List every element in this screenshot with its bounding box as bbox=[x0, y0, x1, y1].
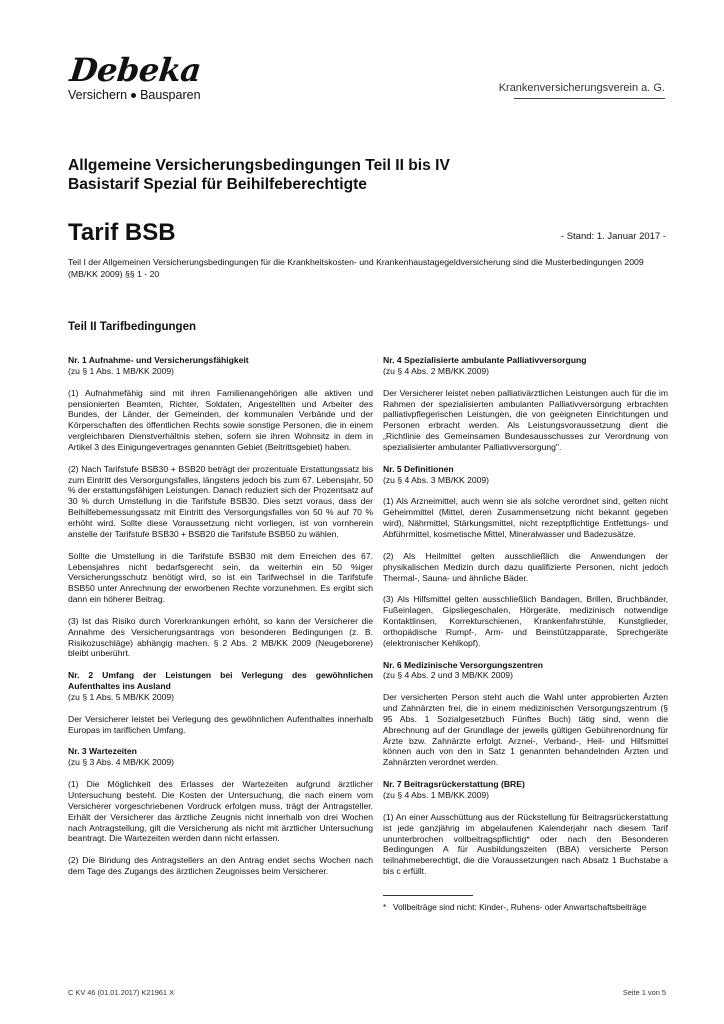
paragraph: (3) Ist das Risiko durch Vorerkrankungen erhöht, so kann der Versicherer die Annahme des Versicherungsantrags von besonderen Bedingungen (z. B. Risikozuschläge) abhängig machen. § 2 Abs. 2 MB/KK 2009 (Neugeborene) bleibt unberührt. bbox=[68, 615, 373, 659]
tarif-heading: Tarif BSB bbox=[68, 219, 176, 246]
document-code: C KV 46 (01.01.2017) K21961 X bbox=[68, 988, 175, 997]
paragraph: Der versicherten Person steht auch die Wahl unter approbierten Ärzten und Zahnärzten frei, die in einem medizinischen Versorgungszentrum (§ 95 Abs. 1 Sozialgesetzbuch Fünftes Buch) tätig sind, wenn die Abrechnung auf der Grundlage der jeweils gültigen Gebührenordnung für Ärzte bzw. Zahnärzte erfolgt. Arznei-, Verband-, Heil- und Hilfsmittel können auch von den in Satz 1 genannten behandelnden Ärzten und Zahnärzten verordnet werden. bbox=[383, 692, 668, 768]
section-reference: (zu § 4 Abs. 2 MB/KK 2009) bbox=[383, 365, 490, 376]
section-heading: Nr. 3 Wartezeiten bbox=[68, 746, 137, 757]
left-column bbox=[68, 355, 373, 888]
bullet-dot-icon bbox=[131, 93, 136, 98]
paragraph: Der Versicherer leistet bei Verlegung des gewöhnlichen Aufenthaltes innerhalb Europas im tariflichen Umfang. bbox=[68, 713, 373, 735]
header-divider bbox=[514, 98, 665, 99]
paragraph: (2) Nach Tarifstufe BSB30 + BSB20 beträgt der prozentuale Erstattungssatz bis zum Eintritt des Versorgungsfalles, längstens jedoch bis zum 67. Lebensjahr, 50 % der erstattungsfähigen Leistungen. Danach reduziert sich der Prozentsatz auf 30 % durch Umstellung in die Tarifstufe BSB30. Dies setzt voraus, dass der Beihilfebemessungssatz mit Eintritt des Versorgungsfalles von 50 % auf 70 % erhöht wird. Sollte diese Voraussetzung nicht vorliegen, ist von vornherein anstelle der Tarifstufe BSB30 + BSB20 die Tarifstufe BSB50 zu wählen. bbox=[68, 463, 373, 539]
section-reference: (zu § 4 Abs. 3 MB/KK 2009) bbox=[383, 474, 490, 485]
right-column bbox=[383, 355, 668, 912]
paragraph: Der Versicherer leistet neben palliativärztlichen Leistungen auch für die im Rahmen der spezialisierten ambulanten Palliativversorgung erbrachten palliativpflegerischen Leistungen, die von geeigneten Einrichtungen und Personen erbracht werden. Als Leistungsvoraussetzung dient die „Richtlinie des Gemeinsamen Bundesausschusses zur Verordnung von spezialisierter ambulanter Palliativversorgung". bbox=[383, 387, 668, 452]
section-heading: Nr. 1 Aufnahme- und Versicherungsfähigkeit bbox=[68, 355, 249, 365]
footnote bbox=[383, 902, 668, 913]
paragraph: (1) Die Möglichkeit des Erlasses der Wartezeiten aufgrund ärztlicher Untersuchung besteht. Die Kosten der Untersuchung, die nach einem vom Versicherer vorgeschriebenen Vordruck erfolgen muss, trägt der Antragsteller. Erhält der Versicherer das ärztliche Zeugnis nicht innerhalb von drei Wochen nach Antragstellung, gilt die Versicherung als nicht mit ärztlicher Untersuchung beantragt. Die Wartezeiten werden dann nicht erlassen. bbox=[68, 779, 373, 844]
logo-wordmark: Debeka bbox=[68, 51, 203, 89]
paragraph: Sollte die Umstellung in die Tarifstufe BSB30 mit dem Erreichen des 67. Lebensjahres nicht bedarfsgerecht sein, da weiterhin ein 50 %iger Versicherungsschutz benötigt wird, so ist ein Tarifwechsel in die Tarifstufe BSB50 unter Anrechnung der erworbenen Rechte vorzunehmen. Es ergibt sich dann ein höherer Beitrag. bbox=[68, 550, 373, 605]
footnote-text: Vollbeiträge sind nicht: Kinder-, Ruhens- oder Anwartschaftsbeiträge bbox=[393, 901, 647, 912]
logo-tagline-bausparen: Bausparen bbox=[140, 88, 201, 102]
section-reference: (zu § 4 Abs. 2 und 3 MB/KK 2009) bbox=[383, 670, 513, 681]
document-title bbox=[68, 156, 450, 194]
section-heading: Nr. 7 Beitragsrückerstattung (BRE) bbox=[383, 779, 525, 790]
logo-tagline bbox=[68, 88, 201, 102]
paragraph: (2) Als Heilmittel gelten ausschließlich die Anwendungen der physikalischen Medizin durch dazu qualifizierte Personen, nicht jedoch Thermal-, Sauna- und ähnliche Bäder. bbox=[383, 550, 668, 583]
footnote-mark: * bbox=[383, 901, 387, 912]
paragraph: (1) An einer Ausschüttung aus der Rückstellung für Beitragsrückerstattung ist jede ganzjährig im abgelaufenen Kalenderjahr nach diesem Tarif ununterbrochen vollbeitragspflichtig* oder nach den Besonderen Bedingungen A für Ausbildungszeiten (BBA) versicherte Person teilnahmeberechtigt, die die Voraussetzungen nach Absatz 1 Buchstabe a bis c erfüllt. bbox=[383, 811, 668, 877]
logo-tagline-versichern: Versichern bbox=[68, 88, 128, 102]
section-heading: Nr. 5 Definitionen bbox=[383, 463, 454, 474]
paragraph: (1) Als Arzneimittel, auch wenn sie als solche verordnet sind, gelten nicht Geheimmittel (Mittel, deren Zusammensetzung nicht bekannt gegeben wird), Nährmittel, Stärkungsmittel, nicht rezeptpflichtige Entfettungs- und Abführmittel, kosmetische Mittel, Mineralwasser und Badezusätze. bbox=[383, 496, 668, 539]
stand-date: - Stand: 1. Januar 2017 - bbox=[560, 231, 666, 242]
title-line-1: Allgemeine Versicherungsbedingungen Teil II bis IV bbox=[68, 157, 450, 174]
section-reference: (zu § 1 Abs. 1 MB/KK 2009) bbox=[68, 365, 175, 376]
section-heading: Nr. 2 Umfang der Leistungen bei Verlegung des gewöhnlichen Aufenthaltes ins Ausland bbox=[68, 670, 373, 692]
section-heading: Nr. 4 Spezialisierte ambulante Palliativversorgung bbox=[383, 355, 587, 365]
page-number: Seite 1 von 5 bbox=[622, 988, 666, 997]
section-reference: (zu § 4 Abs. 1 MB/KK 2009) bbox=[383, 790, 490, 800]
company-name: Krankenversicherungsverein a. G. bbox=[498, 82, 665, 94]
debeka-logo bbox=[68, 51, 203, 102]
section-reference: (zu § 1 Abs. 5 MB/KK 2009) bbox=[68, 691, 175, 702]
teil-heading: Teil II Tarifbedingungen bbox=[68, 321, 196, 333]
title-line-2: Basistarif Spezial für Beihilfeberechtigte bbox=[68, 176, 367, 193]
paragraph: (3) Als Hilfsmittel gelten ausschließlich Bandagen, Brillen, Bruchbänder, Fußeinlagen, Gipsliegeschalen, Hörgeräte, medizinisch notwendige Kontaktlinsen, Korrekturschienen, Krankenfahrstühle, Kunstglieder, orthopädische Rumpf-, Arm- und Beinstützapparate, Sprechgeräte (elektronischer Kehlkopf). bbox=[383, 594, 668, 648]
section-reference: (zu § 3 Abs. 4 MB/KK 2009) bbox=[68, 757, 175, 768]
footnote-divider bbox=[383, 895, 473, 896]
section-heading: Nr. 6 Medizinische Versorgungszentren bbox=[383, 659, 543, 670]
paragraph: (2) Die Bindung des Antragstellers an den Antrag endet sechs Wochen nach dem Tage des Zugangs des ärztlichen Zeugnisses beim Versicherer. bbox=[68, 855, 373, 877]
intro-paragraph: Teil I der Allgemeinen Versicherungsbedingungen für die Krankheitskosten- und Krankenhaustagegeldversicherung sind die Musterbedingungen 2009 (MB/KK 2009) §§ 1 - 20 bbox=[68, 257, 644, 279]
paragraph: (1) Aufnahmefähig sind mit ihren Familienangehörigen alle aktiven und pensionierten Beamten, Richter, Soldaten, Angestellten und Arbeiter des Bundes, der Länder, der Gemeinden, der kommunalen Verbände und der Körperschaften des öffentlichen Rechts sowie sonstige Personen, die in einem vergleichbaren Dienstverhältnis stehen, sofern sie ihren Wohnsitz in dem in Artikel 3 des Einigungevertrages genannten Gebiet (Beitrittsgebiet) haben. bbox=[68, 387, 373, 452]
